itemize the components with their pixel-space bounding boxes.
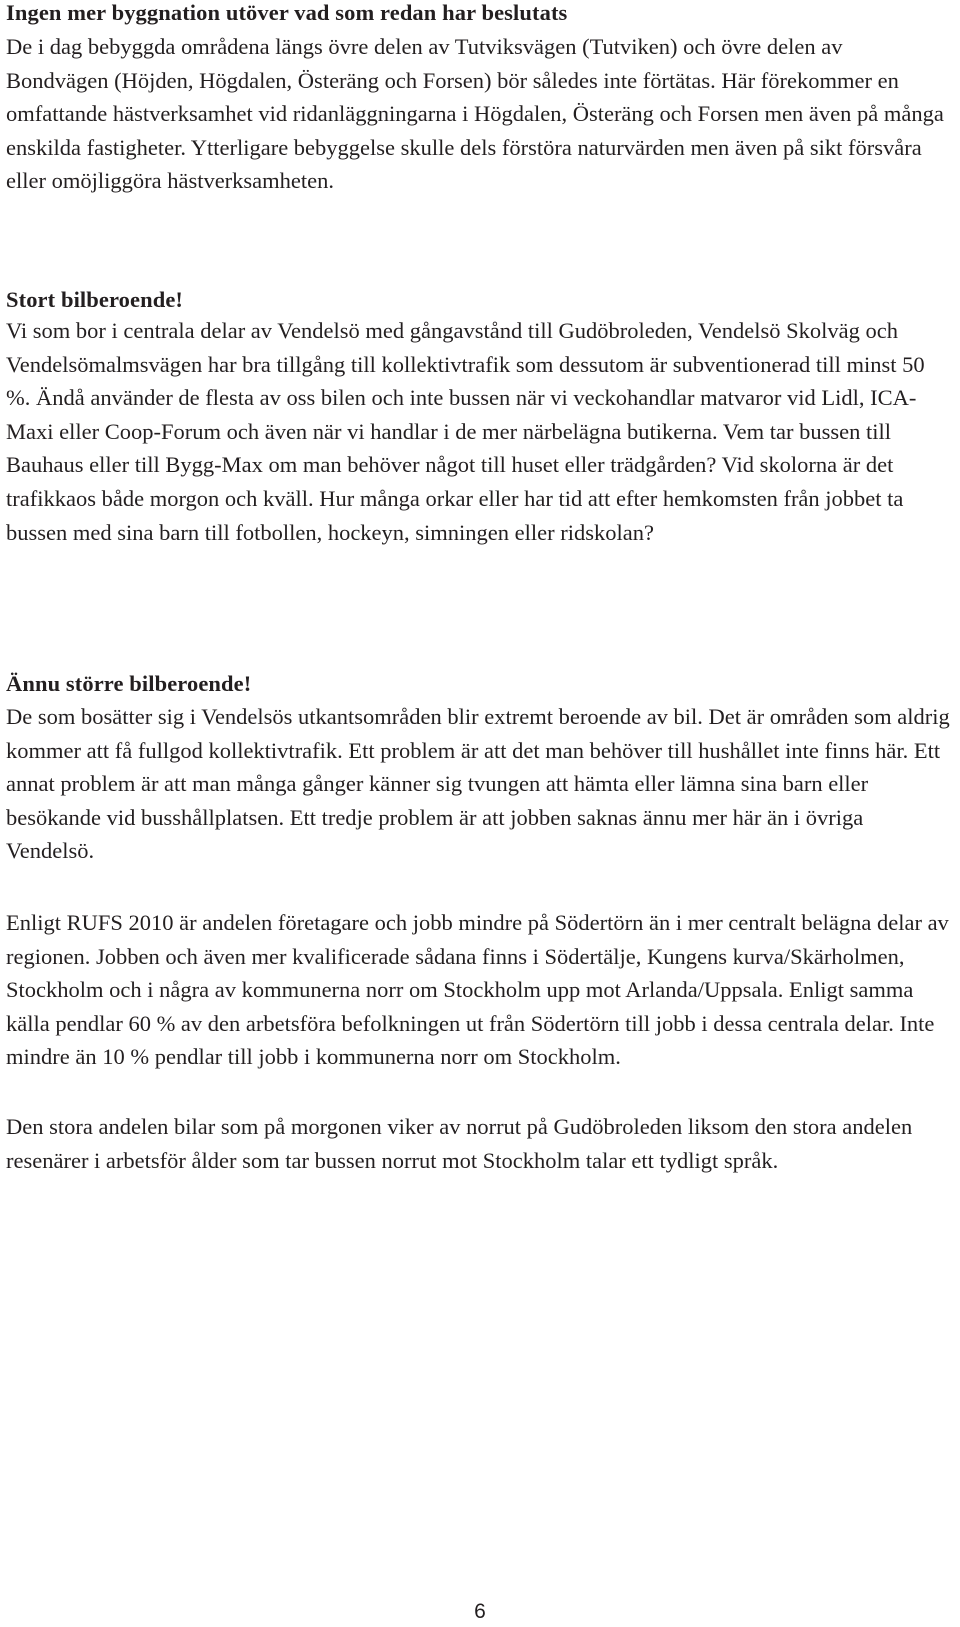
section-paragraph: Den stora andelen bilar som på morgonen viker av norrut på Gudöbroleden liksom den stora andelen resenärer i arbetsför ålder som tar bussen norrut mot Stockholm talar ett tydligt språk. (6, 1114, 913, 1173)
section-heading-no-more-building: Ingen mer byggnation utöver vad som redan har beslutats (6, 0, 568, 25)
section-paragraph: De i dag bebyggda områdena längs övre delen av Tutviksvägen (Tutviken) och övre delen av Bondvägen (Höjden, Högdalen, Österäng och Forsen) bör således inte förtätas. Här förekommer en omfattande hästverksamhet vid ridanläggningarna i Högdalen, Österäng och Forsen men även på många enskilda fastigheter. Ytterligare bebyggelse skulle dels förstöra naturvärden men även på sikt försvåra eller omöjliggöra hästverksamheten. (6, 34, 944, 194)
section-heading-car-dependence: Stort bilberoende! (6, 287, 183, 312)
section-paragraph: Enligt RUFS 2010 är andelen företagare och jobb mindre på Södertörn än i mer centralt belägna delar av regionen. Jobben och även mer kvalificerade sådana finns i Södertälje, Kungens kurva/Skärholmen, Stockholm och i några av kommunerna norr om Stockholm upp mot Arlanda/Uppsala. Enligt samma källa pendlar 60 % av den arbetsföra befolkningen ut från Södertörn till jobb i dessa centrala delar. Inte mindre än 10 % pendlar till jobb i kommunerna norr om Stockholm. (6, 910, 949, 1070)
page-number: 6 (474, 1600, 486, 1623)
section-heading-greater-car-dependence: Ännu större bilberoende! (6, 671, 252, 696)
section-paragraph: De som bosätter sig i Vendelsös utkantsområden blir extremt beroende av bil. Det är områden som aldrig kommer att få fullgod kollektivtrafik. Ett problem är att det man behöver till hushållet inte finns här. Ett annat problem är att man många gånger känner sig tvungen att hämta eller lämna sina barn eller besökande vid busshållplatsen. Ett tredje problem är att jobben saknas ännu mer här än i övriga Vendelsö. (6, 704, 950, 864)
section-paragraph: Vi som bor i centrala delar av Vendelsö med gångavstånd till Gudöbroleden, Vendelsö Skolväg och Vendelsömalmsvägen har bra tillgång till kollektivtrafik som dessutom är subventionerad till minst 50 %. Ändå använder de flesta av oss bilen och inte bussen när vi veckohandlar matvaror vid Lidl, ICA-Maxi eller Coop-Forum och även när vi handlar i de mer närbelägna butikerna. Vem tar bussen till Bauhaus eller till Bygg-Max om man behöver något till huset eller trädgården? Vid skolorna är det trafikkaos både morgon och kväll. Hur många orkar eller har tid att efter hemkomsten från jobbet ta bussen med sina barn till fotbollen, hockeyn, simningen eller ridskolan? (6, 318, 925, 545)
